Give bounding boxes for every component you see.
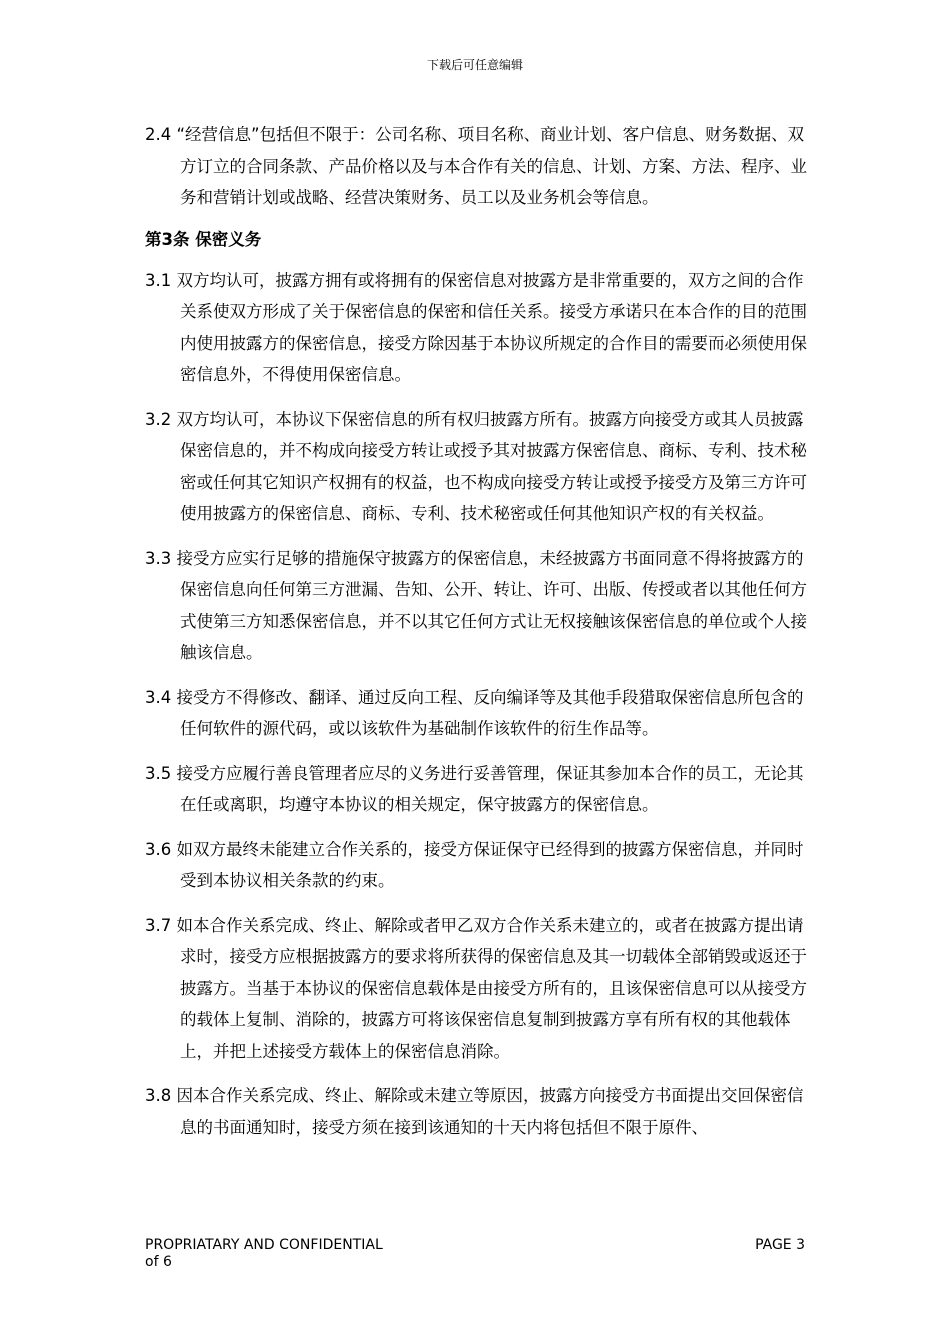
clause-3-2: 3.2 双方均认可，本协议下保密信息的所有权归披露方所有。披露方向接受方或其人员披露保密信息的，并不构成向接受方转让或授予其对披露方保密信息、商标、专利、技术秘密或任何其它知识产权拥有的权益，也不构成向接受方转让或授予接受方及第三方许可使用披露方的保密信息、商标、专利、技术秘密或任何其他知识产权的有关权益。 — [145, 409, 807, 523]
confidential-label: PROPRIATARY AND CONFIDENTIAL — [145, 1237, 383, 1253]
clause-3-3: 3.3 接受方应实行足够的措施保守披露方的保密信息，未经披露方书面同意不得将披露方的保密信息向任何第三方泄漏、告知、公开、转让、许可、出版、传授或者以其他任何方式使第三方知悉保密信息，并不以其它任何方式让无权接触该保密信息的单位或个人接触该信息。 — [145, 548, 807, 662]
clause-3-5: 3.5 接受方应履行善良管理者应尽的义务进行妥善管理，保证其参加本合作的员工，无论其在任或离职，均遵守本协议的相关规定，保守披露方的保密信息。 — [145, 763, 804, 814]
page-total: of 6 — [145, 1254, 172, 1270]
clause-3-8: 3.8 因本合作关系完成、终止、解除或未建立等原因，披露方向接受方书面提出交回保密信息的书面通知时，接受方须在接到该通知的十天内将包括但不限于原件、 — [145, 1086, 804, 1137]
clause-3-4: 3.4 接受方不得修改、翻译、通过反向工程、反向编译等及其他手段猎取保密信息所包含的任何软件的源代码，或以该软件为基础制作该软件的衍生作品等。 — [145, 687, 804, 738]
clause-3-6: 3.6 如双方最终未能建立合作关系的，接受方保证保守已经得到的披露方保密信息，并同时受到本协议相关条款的约束。 — [145, 839, 804, 890]
document-body — [145, 119, 815, 1156]
clause-2-4: 2.4 “经营信息”包括但不限于：公司名称、项目名称、商业计划、客户信息、财务数据、双方订立的合同条款、产品价格以及与本合作有关的信息、计划、方案、方法、程序、业务和营销计划或战略、经营决策财务、员工以及业务机会等信息。 — [145, 125, 807, 207]
article-3-heading: 第3条 保密义务 — [145, 229, 262, 249]
page-header: 下载后可任意编辑 — [426, 58, 523, 72]
clause-3-7: 3.7 如本合作关系完成、终止、解除或者甲乙双方合作关系未建立的，或者在披露方提出请求时，接受方应根据披露方的要求将所获得的保密信息及其一切载体全部销毁或返还于披露方。当基于本协议的保密信息载体是由接受方所有的，且该保密信息可以从接受方的载体上复制、消除的，披露方可将该保密信息复制到披露方享有所有权的其他载体上，并把上述接受方载体上的保密信息消除。 — [145, 915, 807, 1061]
page-number: PAGE 3 — [755, 1237, 805, 1253]
clause-3-1: 3.1 双方均认可，披露方拥有或将拥有的保密信息对披露方是非常重要的，双方之间的合作关系使双方形成了关于保密信息的保密和信任关系。接受方承诺只在本合作的目的范围内使用披露方的保密信息，接受方除因基于本协议所规定的合作目的需要而必须使用保密信息外，不得使用保密信息。 — [145, 270, 807, 384]
